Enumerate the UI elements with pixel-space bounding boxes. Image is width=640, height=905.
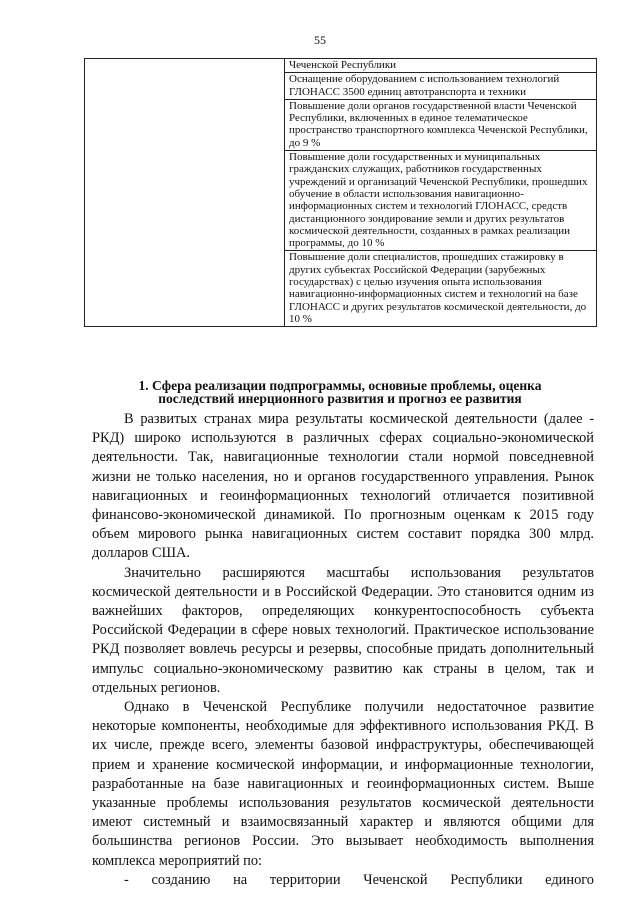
table-cell: Оснащение оборудованием с использованием технологий ГЛОНАСС 3500 единиц автотранспорта и техники (285, 73, 597, 100)
table-cell: Повышение доли органов государственной власти Чеченской Республики, включенных в единое телематическое пространство транспортного комплекса Чеченской Республики, до 9 % (285, 99, 597, 150)
paragraph: Однако в Чеченской Республике получили недостаточное развитие некоторые компоненты, необходимые для эффективного использования РКД. В их числе, прежде всего, элементы базовой инфраструктуры, обеспечивающей прием и хранение космической информации, и информационные технологии, разработанные на базе навигационных и геоинформационных систем. Выше указанные проблемы использования результатов космической деятельности имеют системный и взаимосвязанный характер и являются общими для большинства регионов России. Это вызывает необходимость выполнения комплекса мероприятий по: (92, 699, 594, 869)
table-cell: Повышение доли специалистов, прошедших стажировку в других субъектах Российской Федерации (зарубежных государствах) с целью изучения опыта использования навигационно-информационных систем и технологий на базе ГЛОНАСС и других результатов космической деятельности, до 10 % (285, 251, 597, 327)
table-cell: Чеченской Республики (285, 59, 597, 73)
paragraph: В развитых странах мира результаты космической деятельности (далее - РКД) широко используются в различных сферах социально-экономической деятельности. Так, навигационные технологии стали нормой повседневной жизни не только населения, но и органов государственного управления. Рынок навигационных и геоинформационных технологий отличается позитивной финансово-экономической динамикой. По прогнозным оценкам к 2015 году объем мирового рынка навигационных систем составит порядка 300 млрд. долларов США. (92, 411, 594, 562)
paragraph: Значительно расширяются масштабы использования результатов космической деятельности и в Российской Федерации. Это становится одним из важнейших факторов, определяющих конкурентоспособность субъекта Российской Федерации в сфере новых технологий. Практическое использование РКД позволяет вовлечь ресурсы и резервы, способные придать дополнительный импульс социально-экономическому развитию как страны в целом, так и отдельных регионов. (92, 564, 594, 696)
bullet-item: - созданию на территории Чеченской Республики единого (124, 871, 594, 888)
table-row (85, 59, 597, 73)
goals-table (84, 58, 597, 327)
table-cell-empty (85, 59, 285, 327)
section-heading-line: последствий инерционного развития и прогноз ее развития (158, 391, 522, 406)
page-number: 55 (314, 33, 326, 47)
section-heading (110, 379, 570, 405)
body-text (92, 410, 594, 890)
section-heading-line: 1. Сфера реализации подпрограммы, основные проблемы, оценка (138, 378, 542, 393)
table-cell: Повышение доли государственных и муниципальных гражданских служащих, работников государственных учреждений и организаций Чеченской Республики, прошедших обучение в области использования навигационно-информационных систем и технологий ГЛОНАСС, средств дистанционного зондирование земли и других результатов космической деятельности, созданных в рамках реализации программы, до 10 % (285, 151, 597, 251)
